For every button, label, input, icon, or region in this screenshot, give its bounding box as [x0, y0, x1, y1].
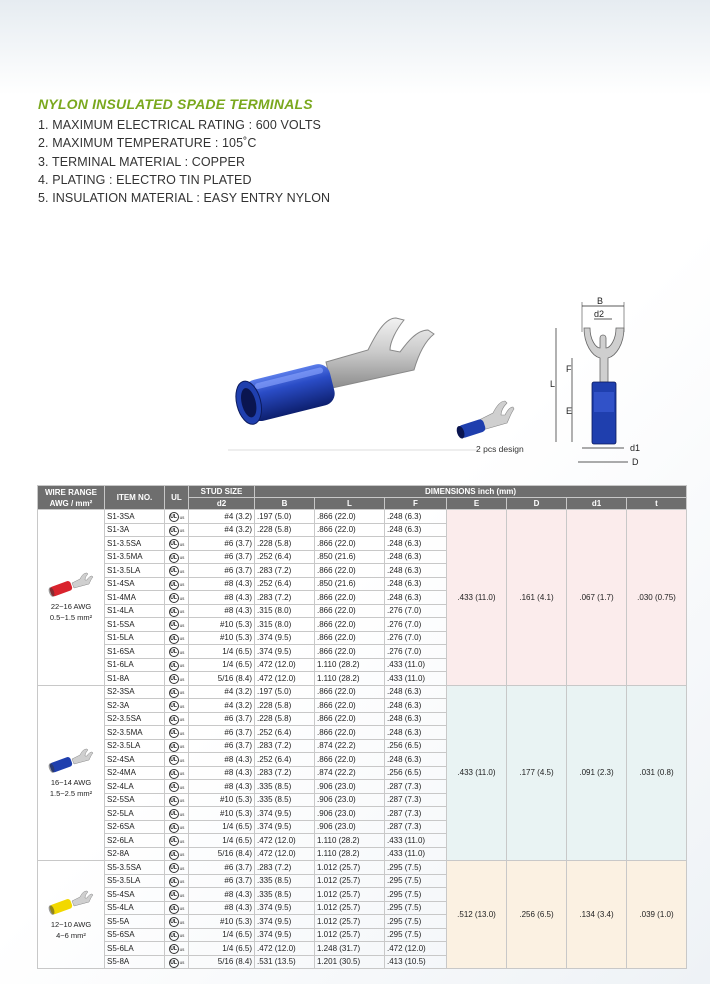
dim-label-e: E: [566, 406, 573, 416]
item-no: S2-8A: [105, 847, 165, 861]
ul-cert-icon: UL us: [165, 699, 189, 713]
dim-f: .248 (6.3): [385, 685, 447, 699]
dim-f: .433 (11.0): [385, 658, 447, 672]
dim-f: .248 (6.3): [385, 753, 447, 767]
dim-b: .335 (8.5): [255, 888, 315, 902]
dim-e: .433 (11.0): [447, 510, 507, 686]
dim-l: 1.201 (30.5): [315, 955, 385, 969]
dim-l: .906 (23.0): [315, 793, 385, 807]
ul-cert-icon: UL us: [165, 523, 189, 537]
dim-b: .228 (5.8): [255, 537, 315, 551]
dim-f: .248 (6.3): [385, 564, 447, 578]
ul-cert-icon: UL us: [165, 577, 189, 591]
stud-size: #8 (4.3): [189, 766, 255, 780]
item-no: S2-5SA: [105, 793, 165, 807]
item-no: S2-3.5MA: [105, 726, 165, 740]
dim-l: .866 (22.0): [315, 510, 385, 524]
stud-size: #4 (3.2): [189, 699, 255, 713]
dim-l: .866 (22.0): [315, 699, 385, 713]
dim-l: .866 (22.0): [315, 645, 385, 659]
header-f: F: [385, 498, 447, 510]
stud-size: #6 (3.7): [189, 550, 255, 564]
table-row: [38, 685, 687, 699]
header-item-no: ITEM NO.: [105, 486, 165, 510]
range-awg: 12~10 AWG: [50, 919, 92, 929]
item-no: S2-4LA: [105, 780, 165, 794]
ul-cert-icon: UL us: [165, 807, 189, 821]
two-piece-design-label: 2 pcs design: [476, 444, 524, 454]
dim-b: .315 (8.0): [255, 618, 315, 632]
stud-size: 1/4 (6.5): [189, 928, 255, 942]
item-no: S5-8A: [105, 955, 165, 969]
dim-f: .248 (6.3): [385, 550, 447, 564]
spec-table: [37, 485, 687, 969]
dim-f: .248 (6.3): [385, 726, 447, 740]
stud-size: #8 (4.3): [189, 901, 255, 915]
dim-l: .866 (22.0): [315, 618, 385, 632]
ul-cert-icon: UL us: [165, 888, 189, 902]
dim-l: .866 (22.0): [315, 564, 385, 578]
dim-f: .276 (7.0): [385, 604, 447, 618]
dim-b: .283 (7.2): [255, 591, 315, 605]
terminal-thumbnail-icon: [48, 889, 94, 915]
dim-b: .228 (5.8): [255, 712, 315, 726]
dim-l: .850 (21.6): [315, 577, 385, 591]
dim-b: .374 (9.5): [255, 901, 315, 915]
item-no: S2-3SA: [105, 685, 165, 699]
dim-t: .039 (1.0): [627, 861, 687, 969]
dim-b: .197 (5.0): [255, 510, 315, 524]
ul-cert-icon: UL us: [165, 766, 189, 780]
item-no: S1-5SA: [105, 618, 165, 632]
stud-size: #6 (3.7): [189, 861, 255, 875]
ul-cert-icon: UL us: [165, 793, 189, 807]
item-no: S1-4MA: [105, 591, 165, 605]
dim-b: .283 (7.2): [255, 766, 315, 780]
product-photo-spade-terminal: [228, 300, 478, 455]
dim-e: .512 (13.0): [447, 861, 507, 969]
dim-label-b: B: [597, 296, 604, 306]
dim-b: .374 (9.5): [255, 631, 315, 645]
item-no: S5-3.5LA: [105, 874, 165, 888]
dim-l: 1.110 (28.2): [315, 658, 385, 672]
dim-f: .248 (6.3): [385, 712, 447, 726]
stud-size: 5/16 (8.4): [189, 847, 255, 861]
dim-l: .866 (22.0): [315, 537, 385, 551]
item-no: S5-4LA: [105, 901, 165, 915]
dim-b: .335 (8.5): [255, 780, 315, 794]
dim-d: .256 (6.5): [507, 861, 567, 969]
terminal-thumbnail-icon: [48, 747, 94, 773]
stud-size: 1/4 (6.5): [189, 834, 255, 848]
dim-d: .161 (4.1): [507, 510, 567, 686]
dim-f: .295 (7.5): [385, 915, 447, 929]
item-no: S1-3A: [105, 523, 165, 537]
dim-label-d: D: [632, 457, 639, 467]
dim-f: .256 (6.5): [385, 739, 447, 753]
dim-b: .197 (5.0): [255, 685, 315, 699]
range-mm: 4~6 mm²: [56, 930, 86, 940]
stud-size: #8 (4.3): [189, 591, 255, 605]
ul-cert-icon: UL us: [165, 712, 189, 726]
stud-size: #6 (3.7): [189, 874, 255, 888]
stud-size: #6 (3.7): [189, 564, 255, 578]
item-no: S1-4SA: [105, 577, 165, 591]
dim-f: .256 (6.5): [385, 766, 447, 780]
dim-f: .287 (7.3): [385, 807, 447, 821]
dim-l: .866 (22.0): [315, 753, 385, 767]
stud-size: #4 (3.2): [189, 685, 255, 699]
table-row: [38, 510, 687, 524]
dim-l: 1.248 (31.7): [315, 942, 385, 956]
stud-size: #6 (3.7): [189, 712, 255, 726]
stud-size: #10 (5.3): [189, 618, 255, 632]
ul-cert-icon: UL us: [165, 726, 189, 740]
dim-f: .248 (6.3): [385, 537, 447, 551]
dim-b: .472 (12.0): [255, 847, 315, 861]
dim-b: .283 (7.2): [255, 861, 315, 875]
dim-b: .252 (6.4): [255, 550, 315, 564]
dim-f: .433 (11.0): [385, 834, 447, 848]
dim-b: .531 (13.5): [255, 955, 315, 969]
ul-cert-icon: UL us: [165, 537, 189, 551]
dim-t: .031 (0.8): [627, 685, 687, 861]
dim-l: 1.110 (28.2): [315, 847, 385, 861]
ul-cert-icon: UL us: [165, 645, 189, 659]
ul-cert-icon: UL us: [165, 915, 189, 929]
dim-label-l: L: [550, 379, 556, 389]
dim-f: .295 (7.5): [385, 861, 447, 875]
stud-size: 1/4 (6.5): [189, 658, 255, 672]
ul-cert-icon: UL us: [165, 618, 189, 632]
header-gradient: [0, 0, 710, 95]
dim-l: 1.012 (25.7): [315, 874, 385, 888]
dim-l: .906 (23.0): [315, 820, 385, 834]
dim-l: .874 (22.2): [315, 739, 385, 753]
ul-cert-icon: UL us: [165, 780, 189, 794]
ul-cert-icon: UL us: [165, 604, 189, 618]
dim-b: .283 (7.2): [255, 739, 315, 753]
dim-l: .866 (22.0): [315, 591, 385, 605]
dim-b: .374 (9.5): [255, 915, 315, 929]
dim-f: .287 (7.3): [385, 820, 447, 834]
dim-l: .866 (22.0): [315, 604, 385, 618]
ul-cert-icon: UL us: [165, 901, 189, 915]
ul-cert-icon: UL us: [165, 658, 189, 672]
item-no: S5-4SA: [105, 888, 165, 902]
dim-l: .866 (22.0): [315, 726, 385, 740]
range-mm: 1.5~2.5 mm²: [49, 788, 93, 798]
header-dimensions: DIMENSIONS inch (mm): [255, 486, 687, 498]
ul-cert-icon: UL us: [165, 631, 189, 645]
item-no: S5-3.5SA: [105, 861, 165, 875]
dim-l: 1.012 (25.7): [315, 888, 385, 902]
small-terminal-photo: [455, 395, 515, 445]
stud-size: #4 (3.2): [189, 523, 255, 537]
stud-size: 1/4 (6.5): [189, 942, 255, 956]
item-no: S2-3A: [105, 699, 165, 713]
dim-l: 1.012 (25.7): [315, 928, 385, 942]
dim-e: .433 (11.0): [447, 685, 507, 861]
range-awg: 22~16 AWG: [50, 602, 92, 612]
item-no: S2-4SA: [105, 753, 165, 767]
dim-l: 1.012 (25.7): [315, 915, 385, 929]
header-d2: d2: [189, 498, 255, 510]
ul-cert-icon: UL us: [165, 847, 189, 861]
dim-b: .315 (8.0): [255, 604, 315, 618]
dim-b: .472 (12.0): [255, 658, 315, 672]
dim-f: .248 (6.3): [385, 577, 447, 591]
dim-l: .866 (22.0): [315, 712, 385, 726]
dim-label-f: F: [566, 364, 572, 374]
item-no: S1-8A: [105, 672, 165, 686]
dim-f: .295 (7.5): [385, 928, 447, 942]
header-wire-range: WIRE RANGE AWG / mm²: [38, 486, 105, 510]
ul-cert-icon: UL us: [165, 928, 189, 942]
dim-b: .374 (9.5): [255, 928, 315, 942]
dim-b: .374 (9.5): [255, 645, 315, 659]
dim-l: .866 (22.0): [315, 631, 385, 645]
dim-b: .228 (5.8): [255, 699, 315, 713]
ul-cert-icon: UL us: [165, 564, 189, 578]
ul-cert-icon: UL us: [165, 955, 189, 969]
stud-size: #8 (4.3): [189, 888, 255, 902]
dim-f: .433 (11.0): [385, 847, 447, 861]
item-no: S1-4LA: [105, 604, 165, 618]
dim-f: .433 (11.0): [385, 672, 447, 686]
item-no: S1-5LA: [105, 631, 165, 645]
spec-list: [38, 116, 330, 207]
dim-f: .248 (6.3): [385, 699, 447, 713]
dim-f: .287 (7.3): [385, 780, 447, 794]
dim-l: 1.012 (25.7): [315, 861, 385, 875]
dim-f: .276 (7.0): [385, 631, 447, 645]
dim-l: .850 (21.6): [315, 550, 385, 564]
dim-f: .276 (7.0): [385, 618, 447, 632]
range-awg: 16~14 AWG: [50, 777, 92, 787]
dim-label-d2: d2: [594, 309, 605, 319]
item-no: S2-6LA: [105, 834, 165, 848]
header-d: D: [507, 498, 567, 510]
stud-size: #10 (5.3): [189, 915, 255, 929]
dim-l: 1.012 (25.7): [315, 901, 385, 915]
item-no: S5-6SA: [105, 928, 165, 942]
dim-f: .295 (7.5): [385, 901, 447, 915]
spec-item: 1. MAXIMUM ELECTRICAL RATING : 600 VOLTS: [38, 118, 321, 132]
dim-b: .252 (6.4): [255, 577, 315, 591]
header-b: B: [255, 498, 315, 510]
dim-b: .374 (9.5): [255, 807, 315, 821]
dim-b: .252 (6.4): [255, 726, 315, 740]
terminal-thumbnail-icon: [48, 571, 94, 597]
spec-item: 3. TERMINAL MATERIAL : COPPER: [38, 154, 246, 169]
dim-b: .335 (8.5): [255, 793, 315, 807]
dim-b: .472 (12.0): [255, 942, 315, 956]
dim-d: .177 (4.5): [507, 685, 567, 861]
stud-size: #6 (3.7): [189, 537, 255, 551]
dim-f: .248 (6.3): [385, 591, 447, 605]
item-no: S5-5A: [105, 915, 165, 929]
item-no: S2-3.5LA: [105, 739, 165, 753]
spec-item: 2. MAXIMUM TEMPERATURE : 105˚C: [38, 136, 257, 151]
stud-size: #10 (5.3): [189, 807, 255, 821]
stud-size: #6 (3.7): [189, 726, 255, 740]
range-mm: 0.5~1.5 mm²: [49, 613, 93, 623]
item-no: S2-3.5SA: [105, 712, 165, 726]
dim-b: .374 (9.5): [255, 820, 315, 834]
header-e: E: [447, 498, 507, 510]
ul-cert-icon: UL us: [165, 834, 189, 848]
dim-l: 1.110 (28.2): [315, 834, 385, 848]
dim-l: .906 (23.0): [315, 780, 385, 794]
dim-l: .866 (22.0): [315, 685, 385, 699]
ul-cert-icon: UL us: [165, 672, 189, 686]
dim-b: .472 (12.0): [255, 672, 315, 686]
dim-f: .413 (10.5): [385, 955, 447, 969]
dim-f: .295 (7.5): [385, 888, 447, 902]
header-ul: UL: [165, 486, 189, 510]
ul-cert-icon: UL us: [165, 550, 189, 564]
stud-size: 5/16 (8.4): [189, 955, 255, 969]
ul-cert-icon: UL us: [165, 874, 189, 888]
dim-d1: .134 (3.4): [567, 861, 627, 969]
item-no: S1-3.5MA: [105, 550, 165, 564]
dim-f: .295 (7.5): [385, 874, 447, 888]
item-no: S1-3SA: [105, 510, 165, 524]
ul-cert-icon: UL us: [165, 861, 189, 875]
stud-size: 1/4 (6.5): [189, 820, 255, 834]
stud-size: #6 (3.7): [189, 739, 255, 753]
item-no: S5-6LA: [105, 942, 165, 956]
ul-cert-icon: UL us: [165, 685, 189, 699]
wire-range-cell: [38, 510, 105, 686]
dim-b: .283 (7.2): [255, 564, 315, 578]
ul-cert-icon: UL us: [165, 510, 189, 524]
dim-f: .248 (6.3): [385, 523, 447, 537]
dim-f: .472 (12.0): [385, 942, 447, 956]
ul-cert-icon: UL us: [165, 942, 189, 956]
dim-label-d1: d1: [630, 443, 641, 453]
dim-l: .906 (23.0): [315, 807, 385, 821]
dim-l: 1.110 (28.2): [315, 672, 385, 686]
item-no: S1-3.5LA: [105, 564, 165, 578]
header-stud-size: STUD SIZE: [189, 486, 255, 498]
header-l: L: [315, 498, 385, 510]
item-no: S1-6SA: [105, 645, 165, 659]
dim-l: .874 (22.2): [315, 766, 385, 780]
item-no: S1-3.5SA: [105, 537, 165, 551]
stud-size: #8 (4.3): [189, 604, 255, 618]
spec-item: 4. PLATING : ELECTRO TIN PLATED: [38, 172, 252, 187]
header-d1: d1: [567, 498, 627, 510]
table-row: [38, 861, 687, 875]
dim-f: .287 (7.3): [385, 793, 447, 807]
stud-size: #8 (4.3): [189, 753, 255, 767]
item-no: S1-6LA: [105, 658, 165, 672]
dim-l: .866 (22.0): [315, 523, 385, 537]
item-no: S2-5LA: [105, 807, 165, 821]
stud-size: #4 (3.2): [189, 510, 255, 524]
page-title: NYLON INSULATED SPADE TERMINALS: [38, 96, 313, 112]
stud-size: 5/16 (8.4): [189, 672, 255, 686]
ul-cert-icon: UL us: [165, 739, 189, 753]
dim-d1: .067 (1.7): [567, 510, 627, 686]
wire-range-cell: [38, 861, 105, 969]
dim-b: .252 (6.4): [255, 753, 315, 767]
stud-size: #8 (4.3): [189, 780, 255, 794]
stud-size: #10 (5.3): [189, 631, 255, 645]
dim-f: .248 (6.3): [385, 510, 447, 524]
item-no: S2-4MA: [105, 766, 165, 780]
ul-cert-icon: UL us: [165, 591, 189, 605]
dim-b: .335 (8.5): [255, 874, 315, 888]
spec-item: 5. INSULATION MATERIAL : EASY ENTRY NYLON: [38, 191, 331, 206]
dim-d1: .091 (2.3): [567, 685, 627, 861]
stud-size: #10 (5.3): [189, 793, 255, 807]
header-t: t: [627, 498, 687, 510]
item-no: S2-6SA: [105, 820, 165, 834]
stud-size: 1/4 (6.5): [189, 645, 255, 659]
dim-f: .276 (7.0): [385, 645, 447, 659]
stud-size: #8 (4.3): [189, 577, 255, 591]
ul-cert-icon: UL us: [165, 753, 189, 767]
dim-b: .228 (5.8): [255, 523, 315, 537]
dim-b: .472 (12.0): [255, 834, 315, 848]
dim-t: .030 (0.75): [627, 510, 687, 686]
ul-cert-icon: UL us: [165, 820, 189, 834]
dimension-drawing: [548, 292, 658, 472]
wire-range-cell: [38, 685, 105, 861]
